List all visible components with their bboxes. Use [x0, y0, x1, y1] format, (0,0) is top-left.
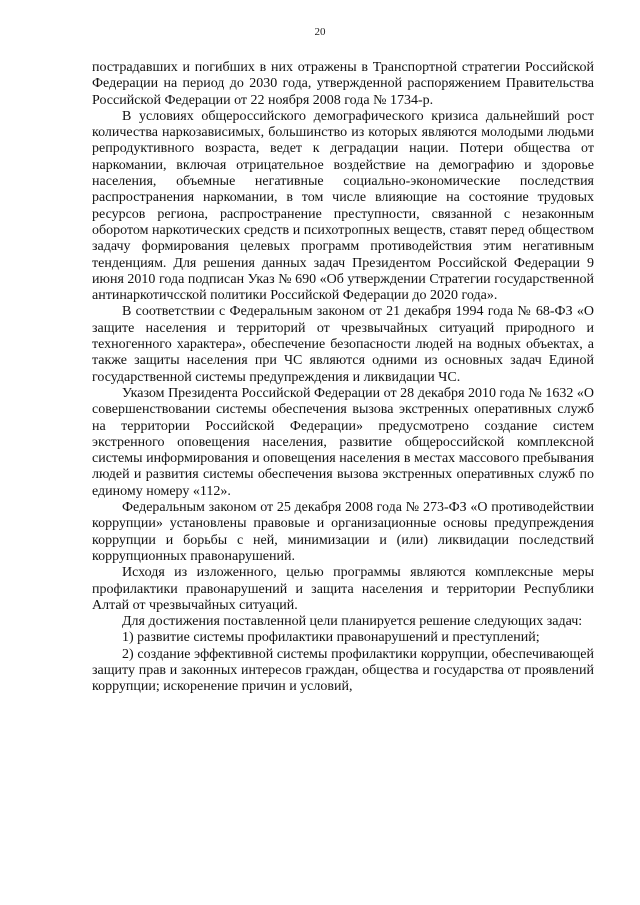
document-body — [92, 60, 594, 696]
paragraph: Для достижения поставленной цели планируется решение следующих задач: — [122, 614, 583, 630]
list-item: 1) развитие системы профилактики правонарушений и преступлений; — [122, 630, 540, 646]
list-item: 2) создание эффективной системы профилактики коррупции, обеспечивающей защиту прав и законных интересов граждан, общества и государства от проявлений коррупции; искоренение причин и условий, — [92, 646, 594, 695]
paragraph: В соответствии с Федеральным законом от 21 декабря 1994 года № 68-ФЗ «О защите населения и территорий от чрезвычайных ситуаций природного и техногенного характера», обеспечение безопасности людей на водных объектах, а также защиты населения при ЧС являются одними из основных задач Единой государственной системы предупреждения и ликвидации ЧС. — [92, 304, 594, 385]
page-number: 20 — [314, 26, 326, 38]
paragraph: Указом Президента Российской Федерации от 28 декабря 2010 года № 1632 «О совершенствовании системы обеспечения вызова экстренных оперативных служб на территории Российской Федерации» предусмотрено создание систем экстренного оповещения населения, развитие общероссийской комплексной системы информирования и оповещения населения в местах массового пребывания людей и развития системы обеспечения вызова экстренных оперативных служб по единому номеру «112». — [92, 385, 594, 499]
paragraph: В условиях общероссийского демографического кризиса дальнейший рост количества наркозависимых, большинство из которых являются молодыми людьми репродуктивного возраста, ведет к деградации нации. Потери общества от наркомании, включая отрицательное воздействие на демографию и здоровье населения, объемные негативные социально-экономические последствия распространения наркомании, в том числе влияющие на состояние трудовых ресурсов региона, распространение преступности, связанной с незаконным оборотом наркотических средств и психотропных веществ, ставят перед обществом задачу формирования целевых программ противодействия этим негативным тенденциям. Для решения данных задач Президентом Российской Федерации 9 июня 2010 года подписан Указ № 690 «Об утверждении Стратегии государственной антинаркотичсской политики Российской Федерации до 2020 года». — [92, 108, 594, 304]
paragraph: пострадавших и погибших в них отражены в Транспортной стратегии Российской Федерации на период до 2030 года, утвержденной распоряжением Правительства Российской Федерации от 22 ноября 2008 года № 1734-р. — [92, 60, 594, 108]
paragraph: Исходя из изложенного, целью программы являются комплексные меры профилактики правонарушений и защита населения и территории Республики Алтай от чрезвычайных ситуаций. — [92, 565, 594, 613]
paragraph: Федеральным законом от 25 декабря 2008 года № 273-ФЗ «О противодействии коррупции» установлены правовые и организационные основы предупреждения коррупции и борьбы с ней, минимизации и (или) ликвидации последствий коррупционных правонарушений. — [92, 500, 594, 564]
